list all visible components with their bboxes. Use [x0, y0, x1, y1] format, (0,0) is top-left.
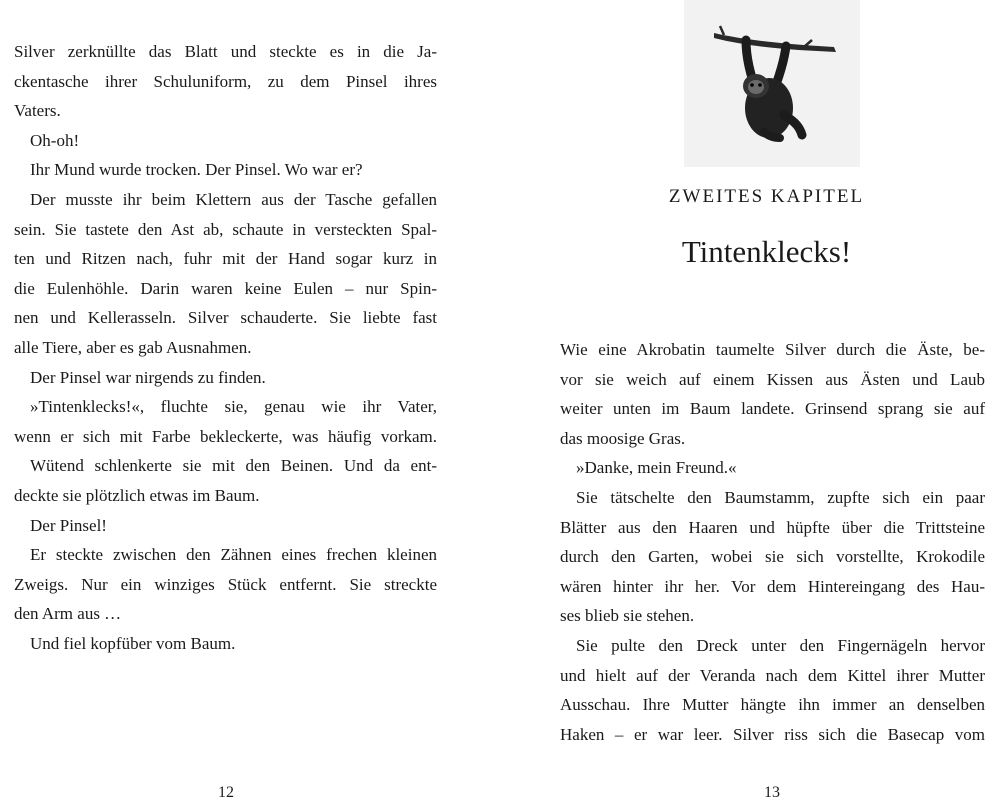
text-line: ckentasche ihrer Schuluniform, zu dem Pinsel ihres [14, 71, 437, 91]
right-page [560, 0, 985, 800]
sloth-icon [684, 0, 860, 167]
left-page-text [14, 37, 437, 658]
text-line: Ausschau. Ihre Mutter hängte ihn immer an denselben [560, 695, 985, 715]
text-line: Er steckte zwischen den Zähnen eines frechen kleinen [30, 545, 437, 565]
text-line: Wütend schlenkerte sie mit den Beinen. Und da ent- [30, 456, 437, 476]
text-line: Wie eine Akrobatin taumelte Silver durch die Äste, be- [560, 340, 985, 359]
text-line: alle Tiere, aber es gab Ausnahmen. [14, 337, 252, 357]
text-line: Sie pulte den Dreck unter den Fingernägeln hervor [576, 635, 985, 655]
text-line: wenn er sich mit Farbe bekleckerte, was häufig vorkam. [14, 426, 437, 446]
text-line: weiter unten im Baum landete. Grinsend sprang sie auf [560, 399, 985, 419]
page-number: 13 [764, 784, 780, 801]
text-line: »Danke, mein Freund.« [576, 458, 737, 478]
page-number: 12 [218, 784, 234, 801]
text-line: und hielt auf der Veranda nach dem Kittel ihrer Mutter [560, 665, 985, 685]
text-line: Silver zerknüllte das Blatt und steckte es in die Ja- [14, 42, 437, 61]
text-line: nen und Kellerasseln. Silver schauderte. Sie liebte fast [14, 308, 437, 328]
text-line: den Arm aus … [14, 604, 122, 624]
text-line: Oh-oh! [30, 130, 80, 150]
text-line: Ihr Mund wurde trocken. Der Pinsel. Wo war er? [30, 160, 363, 180]
text-line: Vaters. [14, 101, 61, 121]
text-line: »Tintenklecks!«, fluchte sie, genau wie ihr Vater, [30, 397, 437, 417]
sloth-illustration [684, 0, 860, 167]
text-line: Blätter aus den Haaren und hüpfte über die Trittsteine [560, 517, 985, 537]
text-line: vor sie weich auf einem Kissen aus Ästen und Laub [560, 369, 985, 389]
text-line: Zweigs. Nur ein winziges Stück entfernt. Sie streckte [14, 574, 437, 594]
text-line: Sie tätschelte den Baumstamm, zupfte sich ein paar [576, 487, 985, 507]
right-page-text [560, 335, 985, 749]
text-line: Der Pinsel war nirgends zu finden. [30, 367, 266, 387]
text-line: durch den Garten, wobei sie sich vorstellte, Krokodile [560, 547, 985, 567]
text-line: Und fiel kopfüber vom Baum. [30, 633, 236, 653]
chapter-label: ZWEITES KAPITEL [668, 186, 865, 207]
text-line: deckte sie plötzlich etwas im Baum. [14, 485, 260, 505]
text-line: ses blieb sie stehen. [560, 606, 695, 626]
text-line: Haken – er war leer. Silver riss sich die Basecap vom [560, 724, 985, 744]
text-line: Der musste ihr beim Klettern aus der Tasche gefallen [30, 189, 437, 209]
chapter-title: Tintenklecks! [681, 234, 852, 269]
text-line: die Eulenhöhle. Darin waren keine Eulen – nur Spin- [14, 278, 437, 298]
text-line: wären hinter ihr her. Vor dem Hintereingang des Hau- [560, 576, 985, 596]
text-line: ten und Ritzen nach, fuhr mit der Hand sogar kurz in [14, 249, 437, 269]
text-line: sein. Sie tastete den Ast ab, schaute in versteckten Spal- [14, 219, 437, 239]
text-line: Der Pinsel! [30, 515, 107, 535]
left-page [14, 0, 437, 800]
text-line: das moosige Gras. [560, 428, 686, 448]
